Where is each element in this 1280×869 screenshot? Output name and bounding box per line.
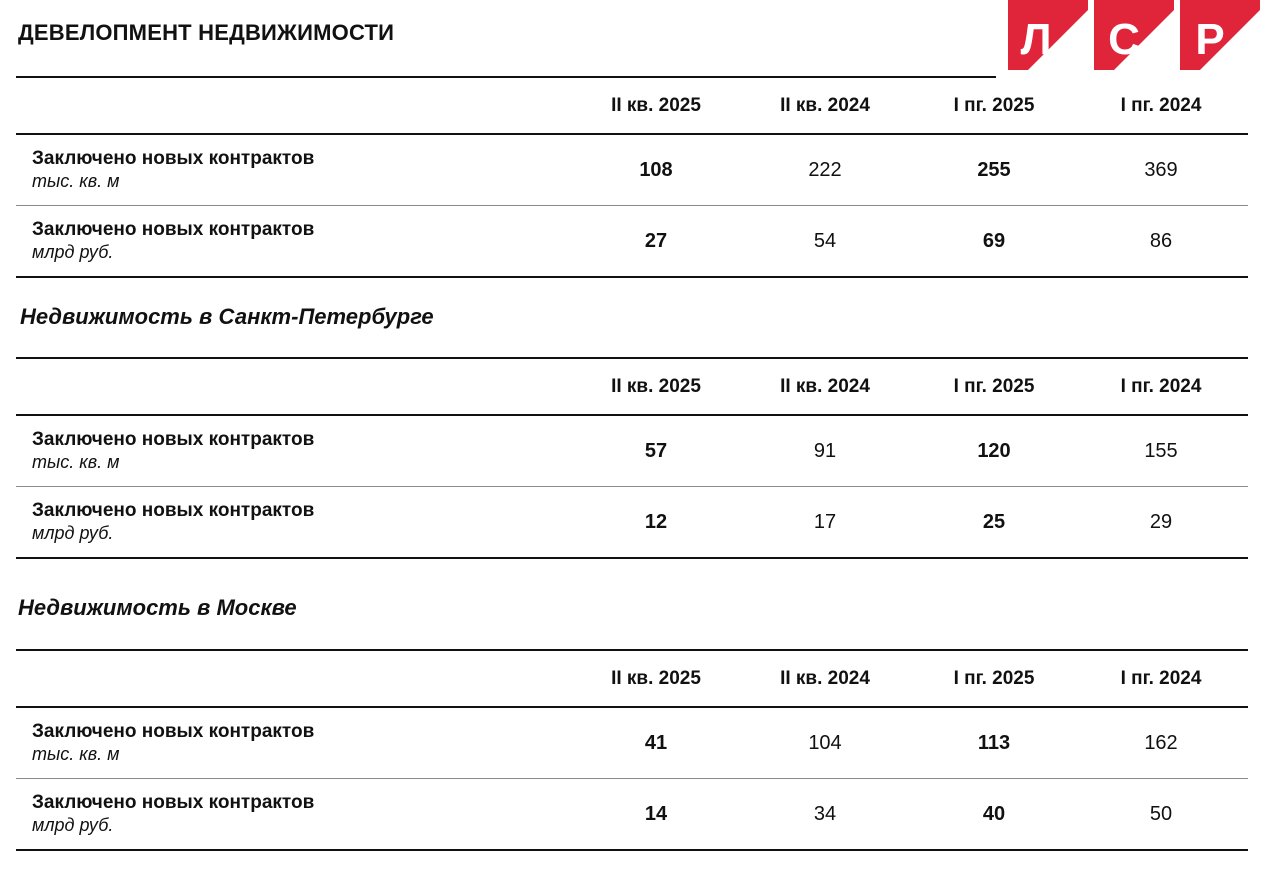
row-unit: тыс. кв. м (32, 744, 120, 764)
logo-tile-s (1094, 0, 1174, 70)
table-spb (16, 357, 1248, 559)
header-empty (16, 78, 576, 134)
row-label-cell (16, 415, 576, 487)
column-header: II кв. 2024 (736, 78, 914, 134)
row-unit: млрд руб. (32, 815, 114, 835)
value-cell: 155 (1074, 415, 1248, 487)
header-empty (16, 650, 576, 707)
row-label-cell (16, 206, 576, 278)
column-header: I пг. 2024 (1074, 650, 1248, 707)
row-label: Заключено новых контрактов (32, 219, 315, 240)
lsr-logo (1008, 0, 1260, 70)
row-label: Заключено новых контрактов (32, 148, 315, 169)
logo-tile-l (1008, 0, 1088, 70)
column-header: II кв. 2024 (736, 358, 914, 415)
table-row (16, 487, 1248, 559)
value-cell: 120 (914, 415, 1074, 487)
column-header: II кв. 2025 (576, 650, 736, 707)
value-cell: 12 (576, 487, 736, 559)
logo-letter-l: Л (1020, 15, 1052, 64)
row-unit: млрд руб. (32, 242, 114, 262)
row-label-cell (16, 134, 576, 206)
logo-tile-r (1180, 0, 1260, 70)
row-label-cell (16, 487, 576, 559)
section-title-spb: Недвижимость в Санкт-Петербурге (20, 304, 434, 329)
column-header: I пг. 2025 (914, 78, 1074, 134)
value-cell: 104 (736, 707, 914, 779)
table-development-total (16, 78, 1248, 278)
table-header-row (16, 78, 1248, 134)
table-row (16, 206, 1248, 278)
row-label: Заключено новых контрактов (32, 500, 315, 521)
logo-letter-s: С (1108, 15, 1140, 64)
value-cell: 41 (576, 707, 736, 779)
column-header: II кв. 2024 (736, 650, 914, 707)
table-header-row (16, 650, 1248, 707)
value-cell: 255 (914, 134, 1074, 206)
value-cell: 108 (576, 134, 736, 206)
row-label: Заключено новых контрактов (32, 792, 315, 813)
row-unit: млрд руб. (32, 523, 114, 543)
value-cell: 17 (736, 487, 914, 559)
row-label: Заключено новых контрактов (32, 429, 315, 450)
value-cell: 86 (1074, 206, 1248, 278)
value-cell: 14 (576, 779, 736, 851)
value-cell: 34 (736, 779, 914, 851)
column-header: I пг. 2024 (1074, 78, 1248, 134)
page-title: ДЕВЕЛОПМЕНТ НЕДВИЖИМОСТИ (18, 20, 395, 45)
header-empty (16, 358, 576, 415)
column-header: II кв. 2025 (576, 78, 736, 134)
column-header: II кв. 2025 (576, 358, 736, 415)
row-label-cell (16, 707, 576, 779)
row-unit: тыс. кв. м (32, 452, 120, 472)
row-label-cell (16, 779, 576, 851)
table-row (16, 779, 1248, 851)
value-cell: 40 (914, 779, 1074, 851)
value-cell: 369 (1074, 134, 1248, 206)
value-cell: 29 (1074, 487, 1248, 559)
value-cell: 54 (736, 206, 914, 278)
table-moscow (16, 649, 1248, 851)
value-cell: 113 (914, 707, 1074, 779)
value-cell: 162 (1074, 707, 1248, 779)
value-cell: 69 (914, 206, 1074, 278)
column-header: I пг. 2024 (1074, 358, 1248, 415)
value-cell: 91 (736, 415, 914, 487)
logo-letter-r: Р (1195, 15, 1225, 64)
table-row (16, 707, 1248, 779)
value-cell: 57 (576, 415, 736, 487)
value-cell: 50 (1074, 779, 1248, 851)
row-label: Заключено новых контрактов (32, 721, 315, 742)
value-cell: 222 (736, 134, 914, 206)
table-row (16, 134, 1248, 206)
value-cell: 25 (914, 487, 1074, 559)
column-header: I пг. 2025 (914, 650, 1074, 707)
column-header: I пг. 2025 (914, 358, 1074, 415)
section-title-moscow: Недвижимость в Москве (18, 595, 297, 620)
table-row (16, 415, 1248, 487)
row-unit: тыс. кв. м (32, 171, 120, 191)
table-header-row (16, 358, 1248, 415)
value-cell: 27 (576, 206, 736, 278)
